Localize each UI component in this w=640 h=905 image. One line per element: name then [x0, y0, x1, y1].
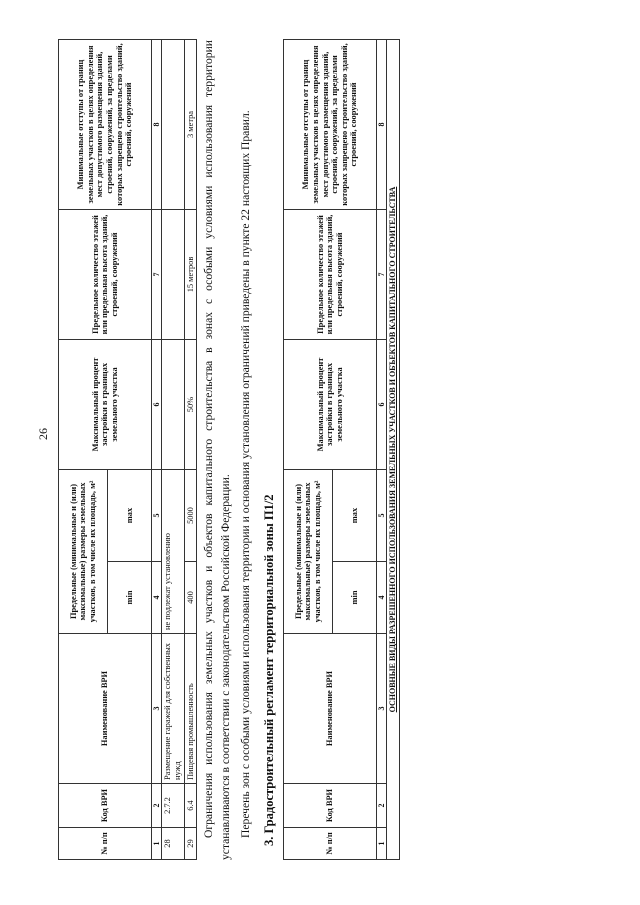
header-percent: Максимальный процент застройки в границах земельного участка [284, 340, 377, 470]
col-number: 1 [377, 828, 387, 860]
header-max: max [333, 470, 377, 562]
col-number: 6 [377, 340, 387, 470]
col-number: 4 [377, 562, 387, 634]
table-row [162, 40, 184, 860]
header-code: Код ВРИ [284, 784, 377, 828]
col-number: 6 [152, 340, 162, 470]
cell-max: 5000 [184, 470, 197, 562]
col-number: 7 [377, 210, 387, 340]
cell-sizes-merged: не подлежат установлению [162, 470, 184, 634]
col-number: 4 [152, 562, 162, 634]
cell-percent [162, 340, 184, 470]
page-number: 26 [36, 428, 50, 440]
col-number: 1 [152, 828, 162, 860]
cell-name: Пищевая промышленность [184, 634, 197, 784]
col-number: 7 [152, 210, 162, 340]
cell-indent: 3 метра [184, 40, 197, 210]
col-number: 2 [377, 784, 387, 828]
zones-list-paragraph: Перечень зон с особыми условиями использования территории и основания установления ограничений приведены в пункте 22 настоящих Правил. [239, 110, 253, 838]
restrictions-paragraph: Ограничения использования земельных участков и объектов капитального строительства в зонах с особыми условиями использования территории устанавливаются в соответствии с законодательством Российской Федерации. [202, 40, 233, 860]
header-indent: Минимальные отступы от границ земельных участков в целях определения мест допустимого размещения зданий, строений, сооружений, за пределами которых запрещено строительство зданий, строений, сооружений [284, 40, 377, 210]
cell-num: 28 [162, 828, 184, 860]
col-number: 3 [377, 634, 387, 784]
column-number-row [152, 40, 162, 860]
header-min: min [333, 562, 377, 634]
section-row-label: ОСНОВНЫЕ ВИДЫ РАЗРЕШЕННОГО ИСПОЛЬЗОВАНИЯ ЗЕМЕЛЬНЫХ УЧАСТКОВ И ОБЪЕКТОВ КАПИТАЛЬНОГО СТРОИТЕЛЬСТВА [387, 40, 399, 860]
cell-floors [162, 210, 184, 340]
col-number: 8 [377, 40, 387, 210]
header-num: № п/п [284, 828, 377, 860]
cell-name: Размещение гаражей для собственных нужд [162, 634, 184, 784]
col-number: 8 [152, 40, 162, 210]
header-sizes: Предельные (минимальные и (или) максимальные) размеры земельных участков, в том числе их площадь, м² [284, 470, 333, 634]
header-floors: Предельное количество этажей или предельная высота зданий, строений, сооружений [59, 210, 152, 340]
header-floors: Предельное количество этажей или предельная высота зданий, строений, сооружений [284, 210, 377, 340]
header-max: max [108, 470, 152, 562]
regulation-table-1 [58, 39, 197, 860]
cell-percent: 50% [184, 340, 197, 470]
header-sizes: Предельные (минимальные и (или) максимальные) размеры земельных участков, в том числе их площадь, м² [59, 470, 108, 634]
table-row [184, 40, 197, 860]
header-percent: Максимальный процент застройки в границах земельного участка [59, 340, 152, 470]
col-number: 3 [152, 634, 162, 784]
cell-num: 29 [184, 828, 197, 860]
table-section-row [387, 40, 399, 860]
col-number: 2 [152, 784, 162, 828]
header-num: № п/п [59, 828, 152, 860]
column-number-row [377, 40, 387, 860]
cell-floors: 15 метров [184, 210, 197, 340]
rotated-page-content [58, 40, 588, 860]
col-number: 5 [152, 470, 162, 562]
header-min: min [108, 562, 152, 634]
cell-min: 400 [184, 562, 197, 634]
cell-indent [162, 40, 184, 210]
regulation-table-2 [283, 39, 399, 860]
header-name: Наименование ВРИ [284, 634, 377, 784]
header-indent: Минимальные отступы от границ земельных участков в целях определения мест допустимого размещения зданий, строений, сооружений, за пределами которых запрещено строительство зданий, строений, сооружений [59, 40, 152, 210]
cell-code: 6.4 [184, 784, 197, 828]
cell-code: 2.7.2 [162, 784, 184, 828]
header-code: Код ВРИ [59, 784, 152, 828]
col-number: 5 [377, 470, 387, 562]
section-title: 3. Градостроительный регламент территориальной зоны П1/2 [262, 494, 277, 846]
header-name: Наименование ВРИ [59, 634, 152, 784]
